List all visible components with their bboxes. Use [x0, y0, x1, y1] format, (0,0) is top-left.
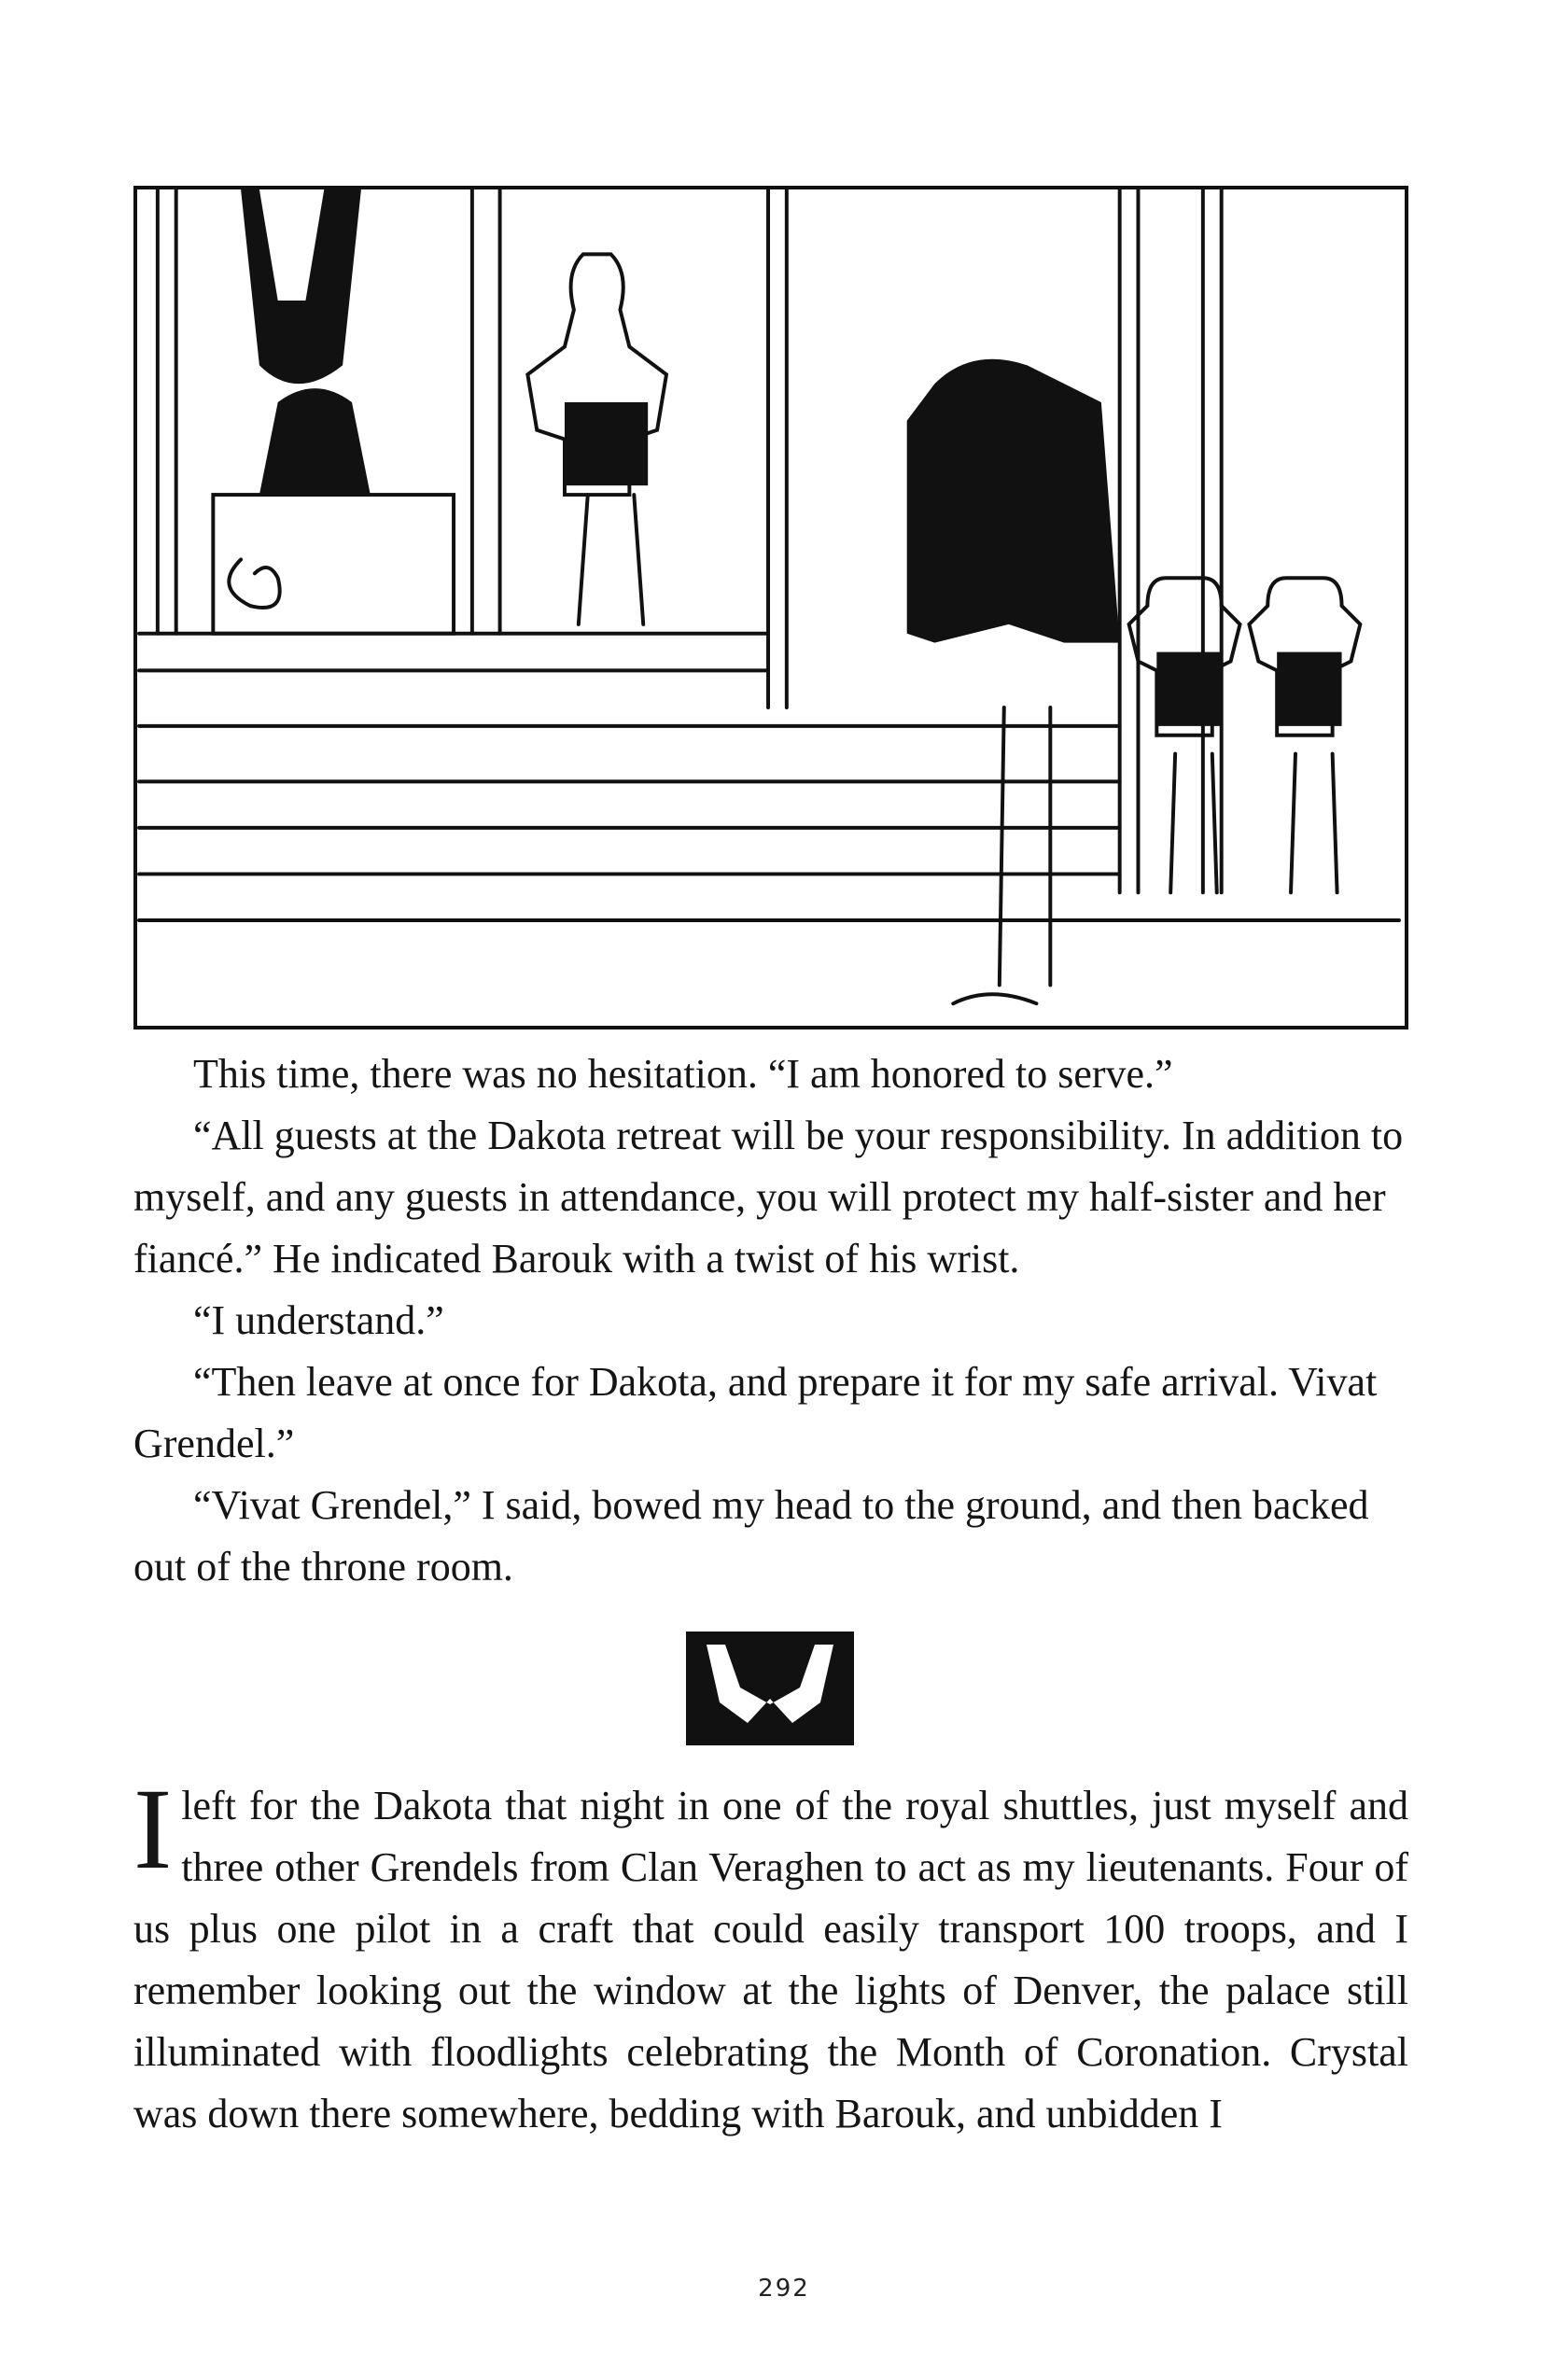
section-paragraph [133, 1765, 1408, 2145]
section-two-text [133, 1765, 1408, 2145]
paragraph: This time, there was no hesitation. “I am honored to serve.” [193, 1051, 1173, 1097]
grendel-emblem-icon [686, 1632, 854, 1745]
paragraph: “All guests at the Dakota retreat will be your responsibility. In addition to myself, and any guests in attendance, you will protect my half-sister and her fiancé.” He indicated Barouk with a twist of his wrist. [133, 1113, 1404, 1282]
throne-room-illustration-icon [137, 189, 1405, 1026]
paragraph: “I understand.” [193, 1297, 444, 1343]
page-number: 292 [758, 2275, 810, 2303]
throne-room-illustration [133, 186, 1408, 1029]
paragraph: “Vivat Grendel,” I said, bowed my head to the ground, and then backed out of the throne room. [133, 1482, 1369, 1590]
section-body: left for the Dakota that night in one of the royal shuttles, just myself and three other Grendels from Clan Veraghen to act as my lieutenants. Four of us plus one pilot in a craft that could easily transport 100 troops, and I remember looking out the window at the lights of Denver, the palace still illuminated with floodlights celebrating the Month of Coronation. Crystal was down there somewhere, bedding with Barouk, and unbidden I [133, 1783, 1408, 2136]
section-break-ornament [686, 1632, 854, 1745]
narrative-text [133, 1043, 1408, 1598]
paragraph: “Then leave at once for Dakota, and prepare it for my safe arrival. Vivat Grendel.” [133, 1359, 1378, 1466]
drop-cap: I [133, 1765, 173, 1893]
